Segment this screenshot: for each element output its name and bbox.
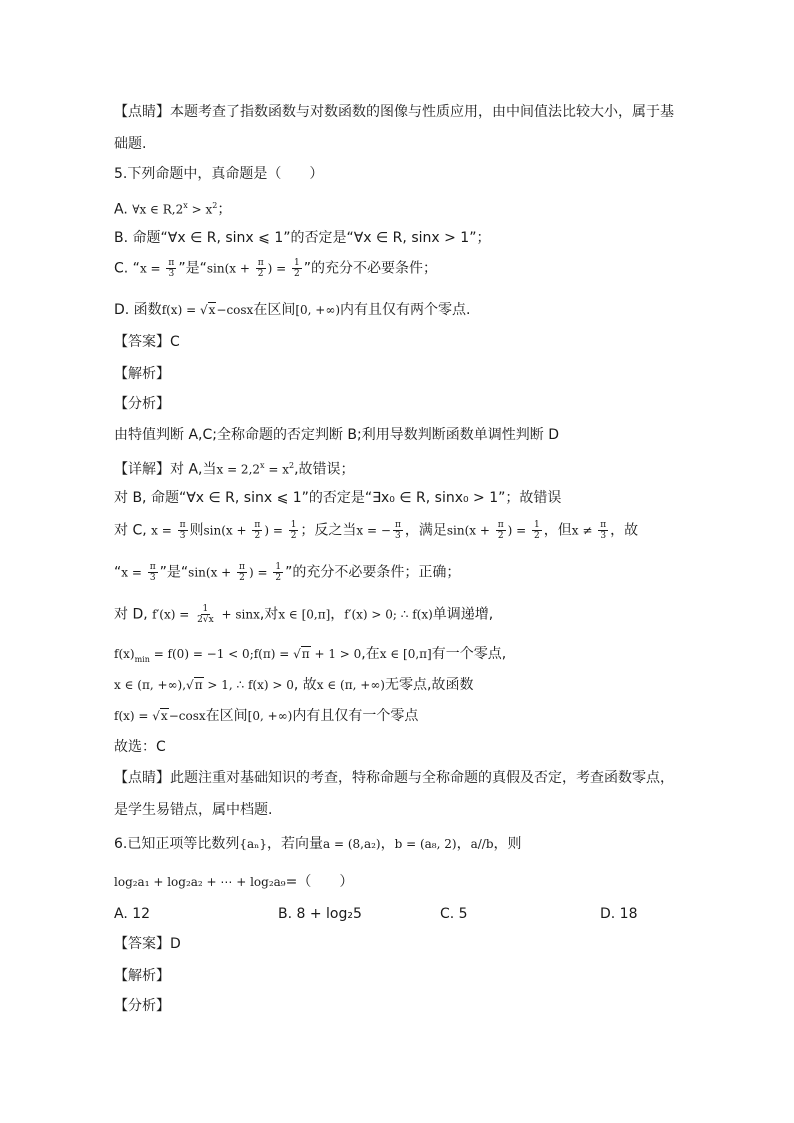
fraction: $\frac{\pi}{3}$ [149,562,156,583]
fraction: $\frac{\pi}{2}$ [497,520,504,541]
fraction: $\frac{1}{2}$ [290,520,297,541]
q5-xiangjie-d: 对 D, f′(x) = $\frac{1}{2√x}$ + sinx,对x ∈ [0,π]，f′(x) > 0; ∴ f(x)单调递增, [114,604,494,625]
q6-option-d: D. 18 [600,906,638,922]
fraction: $\frac{\pi}{2}$ [254,520,261,541]
fraction: $\frac{\pi}{3}$ [600,520,607,541]
q5-option-d: D. 函数f(x) = √x−cosx在区间[0, +∞)内有且仅有两个零点. [114,302,471,318]
q6-stem: 6.已知正项等比数列{aₙ}，若向量a = (8,a₂)，b = (a₈, 2)，a//b，则 [114,836,522,852]
vector-b: b = (a₈, 2) [394,837,457,851]
fraction: $\frac{1}{2}$ [294,258,300,279]
fraction: $\frac{\pi}{2}$ [257,258,264,279]
dianjing-label: 【点睛】 [114,104,170,120]
dianjing-paragraph-line2: 础题. [114,136,147,152]
q5-jiexi-heading: 【解析】 [114,366,170,382]
q5-stem: 5.下列命题中，真命题是（ ） [114,166,324,182]
q6-fenxi-heading: 【分析】 [114,998,170,1014]
q5-dianjing-line2: 是学生易错点，属中档题. [114,802,273,818]
q5-choose: 故选：C [114,739,166,755]
fraction: $\frac{1}{2}$ [534,520,540,541]
fraction: $\frac{1}{2√x}$ [197,604,214,625]
sqrt: √π [186,678,203,692]
q5-option-a: A. ∀x ∈ $R,2^x > x^2$； [114,201,232,218]
q5-xiangjie-a: 【详解】对 A,当$x = 2,2^x = x^2$,故错误； [114,461,355,478]
q5-fenxi-heading: 【分析】 [114,396,170,412]
q6-answer: 【答案】D [114,936,181,952]
dianjing-text: 本题考查了指数函数与对数函数的图像与性质应用，由中间值法比较大小，属于基 [170,104,674,120]
q5-xiangjie-c: 对 C, x = $\frac{\pi}{3}$ 则sin(x + $\frac{\pi}{2}$ ) = $\frac{1}{2}$ ；反之当x = − $\frac{\pi}{3}$ ，满足sin(x + $\frac{\pi}{2}$ ) = $\frac{1}{2}$ ，但x ≠ $\frac{\pi}{3}$ ，故 [114,520,639,541]
q5-xiangjie-d-4: f(x) = √x−cosx在区间[0, +∞)内有且仅有一个零点 [114,708,419,724]
q6-expression: log₂a₁ + log₂a₂ + ⋯ + log₂a₉=（ ） [114,874,354,890]
fraction: $\frac{\pi}{3}$ [394,520,401,541]
sqrt: √x [199,303,216,317]
q6-jiexi-heading: 【解析】 [114,968,170,984]
vector-a: a = (8,a₂) [322,837,381,851]
fraction: $\frac{1}{2}$ [275,562,282,583]
q5-fenxi-text: 由特值判断 A,C;全称命题的否定判断 B;利用导数判断函数单调性判断 D [114,427,559,443]
sqrt: √x [152,709,168,723]
vector-parallel: a//b [470,837,494,851]
q5-option-b: B. 命题“∀x ∈ R, sinx ⩽ 1”的否定是“∀x ∈ R, sinx > 1”； [114,230,491,246]
q5-option-c: C. “x = $\frac{\pi}{3}$ ”是“sin(x + $\frac{\pi}{2}$ ) = $\frac{1}{2}$ ”的充分不必要条件； [114,258,437,279]
q5-dianjing: 【点睛】此题注重对基础知识的考查，特称命题与全称命题的真假及否定，考查函数零点， [114,770,674,786]
q6-option-a: A. 12 [114,906,151,922]
q5-xiangjie-c-2: “x = $\frac{\pi}{3}$ ”是“sin(x + $\frac{\pi}{2}$ ) = $\frac{1}{2}$ ”的充分不必要条件；正确； [114,562,461,583]
dianjing-paragraph [114,102,674,122]
q5-xiangjie-d-3: x ∈ (π, +∞),√π > 1, ∴ f(x) > 0, 故x ∈ (π, +∞)无零点,故函数 [114,677,474,693]
fraction: $\frac{\pi}{2}$ [239,562,245,583]
fraction: $\frac{\pi}{3}$ [168,258,175,279]
q6-option-b: B. 8 + log₂5 [278,906,362,922]
q6-options [114,904,638,924]
sqrt: √π [293,647,310,661]
q5-answer: 【答案】C [114,334,180,350]
fraction: $\frac{\pi}{3}$ [179,520,186,541]
q5-xiangjie-d-2: $f(x)_{min} = f(0) = -1$ < 0;f(π) = √π + 1 > 0,在x ∈ [0,π]有一个零点, [114,646,507,664]
q6-option-c: C. 5 [440,906,468,922]
q5-xiangjie-b: 对 B, 命题“∀x ∈ R, sinx ⩽ 1”的否定是“∃x₀ ∈ R, sinx₀ > 1”；故错误 [114,490,562,506]
